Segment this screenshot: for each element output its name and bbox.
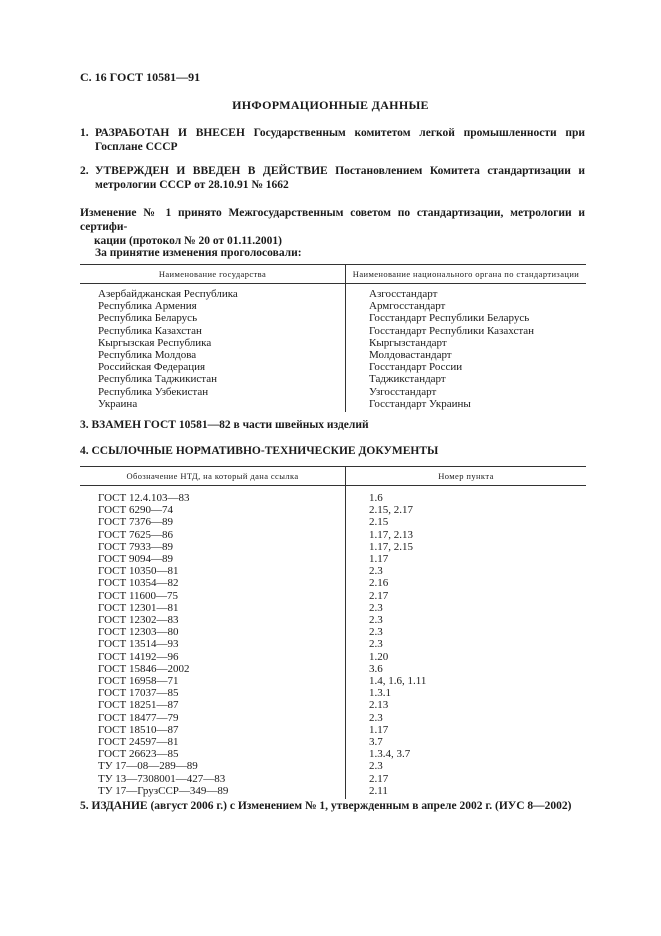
state-name: Азербайджанская Республика	[98, 288, 238, 300]
voting-table-bodies	[346, 284, 587, 413]
item-4-text: ССЫЛОЧНЫЕ НОРМАТИВНО-ТЕХНИЧЕСКИЕ ДОКУМЕНТЫ	[91, 445, 439, 457]
clause-number: 1.3.1	[369, 687, 391, 700]
item-3-number: 3.	[80, 419, 89, 431]
standards-body-name: Азгосстандарт	[369, 288, 438, 300]
standards-body-name: Узгосстандарт	[369, 385, 437, 398]
state-name: Республика Армения	[98, 300, 197, 313]
reference-doc: ТУ 13—7308001—427—83	[98, 772, 226, 785]
reference-doc: ГОСТ 9094—89	[98, 553, 173, 566]
clause-number: 1.17	[369, 553, 389, 566]
standards-body-name: Госстандарт Украины	[369, 397, 471, 410]
clause-number: 2.17	[369, 772, 389, 785]
standards-body-name: Госстандарт Республики Беларусь	[369, 312, 530, 325]
reference-doc: ГОСТ 26623—85	[98, 748, 179, 761]
voting-table-header-state: Наименование государства	[80, 265, 346, 284]
reference-doc: ГОСТ 14192—96	[98, 650, 179, 663]
item-2	[80, 164, 585, 192]
clause-number: 1.4, 1.6, 1.11	[369, 675, 427, 688]
state-name: Украина	[98, 397, 138, 410]
standards-body-name: Армгосстандарт	[369, 300, 446, 313]
reference-doc: ГОСТ 15846—2002	[98, 662, 190, 675]
reference-doc: ТУ 17—ГрузССР—349—89	[98, 784, 229, 797]
clause-number: 3.6	[369, 662, 383, 675]
voting-table-states	[80, 284, 346, 413]
clause-number: 2.15, 2.17	[369, 504, 413, 517]
change-note-line1: Изменение № 1 принято Межгосударственным советом по стандартизации, метрологии и сертифи-	[80, 207, 585, 233]
reference-doc: ГОСТ 18477—79	[98, 711, 179, 724]
section-heading: ИНФОРМАЦИОННЫЕ ДАННЫЕ	[232, 98, 429, 112]
reference-doc: ГОСТ 7933—89	[98, 540, 173, 553]
reference-doc: ГОСТ 10350—81	[98, 565, 179, 578]
references-table-header-clause: Номер пункта	[346, 467, 587, 486]
item-3-text: ВЗАМЕН ГОСТ 10581—82 в части швейных изделий	[91, 419, 369, 431]
references-table-header-doc: Обозначение НТД, на который дана ссылка	[80, 467, 346, 486]
reference-doc: ГОСТ 6290—74	[98, 504, 173, 517]
item-4	[80, 445, 438, 457]
item-2-text: Постановлением Комитета стандартизации и метрологии СССР от 28.10.91 № 1662	[95, 165, 585, 191]
clause-number: 2.3	[369, 626, 383, 639]
clause-number: 2.13	[369, 699, 389, 712]
voting-table	[80, 264, 586, 412]
clause-number: 2.3	[369, 760, 383, 773]
state-name: Республика Беларусь	[98, 312, 198, 325]
reference-doc: ГОСТ 18251—87	[98, 699, 179, 712]
page-header: С. 16 ГОСТ 10581—91	[80, 70, 201, 84]
standards-body-name: Госстандарт Республики Казахстан	[369, 324, 535, 337]
state-name: Российская Федерация	[98, 361, 206, 374]
change-note-line2: кации (протокол № 20 от 01.11.2001)	[94, 235, 282, 247]
state-name: Кыргызская Республика	[98, 336, 212, 349]
clause-number: 1.20	[369, 650, 389, 663]
clause-number: 2.3	[369, 565, 383, 578]
reference-doc: ГОСТ 7376—89	[98, 516, 173, 529]
reference-doc: ГОСТ 17037—85	[98, 687, 179, 700]
reference-doc: ГОСТ 7625—86	[98, 528, 173, 541]
item-2-bold: УТВЕРЖДЕН И ВВЕДЕН В ДЕЙСТВИЕ	[95, 165, 328, 177]
clause-number: 2.11	[369, 784, 388, 797]
clause-number: 1.17	[369, 723, 389, 736]
item-5-number: 5.	[80, 800, 89, 812]
reference-doc: ГОСТ 12301—81	[98, 601, 179, 614]
reference-doc: ГОСТ 12303—80	[98, 626, 179, 639]
reference-doc: ГОСТ 12302—83	[98, 614, 179, 627]
reference-doc: ГОСТ 11600—75	[98, 589, 179, 602]
item-2-number: 2.	[80, 165, 89, 177]
reference-doc: ГОСТ 18510—87	[98, 723, 179, 736]
reference-doc: ГОСТ 16958—71	[98, 675, 179, 688]
item-1-text: Государственным комитетом легкой промышленности при Госплане СССР	[95, 127, 585, 153]
state-name: Республика Узбекистан	[98, 385, 209, 398]
clause-number: 2.17	[369, 589, 389, 602]
clause-number: 2.3	[369, 711, 383, 724]
standards-body-name: Молдовастандарт	[369, 349, 452, 362]
references-table	[80, 466, 586, 799]
reference-doc: ГОСТ 10354—82	[98, 577, 179, 590]
reference-doc: ТУ 17—08—289—89	[98, 760, 198, 773]
references-table-docs	[80, 486, 346, 800]
reference-doc: ГОСТ 12.4.103—83	[98, 492, 190, 504]
state-name: Республика Таджикистан	[98, 373, 217, 386]
item-4-number: 4.	[80, 445, 89, 457]
standards-body-name: Таджикстандарт	[369, 373, 446, 386]
clause-number: 2.15	[369, 516, 389, 529]
clause-number: 2.3	[369, 601, 383, 614]
state-name: Республика Казахстан	[98, 324, 202, 337]
reference-doc: ГОСТ 24597—81	[98, 736, 179, 749]
clause-number: 2.3	[369, 638, 383, 651]
reference-doc: ГОСТ 13514—93	[98, 638, 179, 651]
clause-number: 2.3	[369, 614, 383, 627]
item-1-number: 1.	[80, 127, 89, 139]
voting-table-header-body: Наименование национального органа по стандартизации	[346, 265, 587, 284]
clause-number: 1.17, 2.13	[369, 528, 413, 541]
standards-body-name: Госстандарт России	[369, 361, 463, 374]
references-table-clauses	[346, 486, 587, 800]
item-1	[80, 126, 585, 154]
voted-label: За принятие изменения проголосовали:	[95, 247, 302, 259]
clause-number: 3.7	[369, 736, 383, 749]
item-3	[80, 419, 369, 431]
clause-number: 1.6	[369, 492, 383, 504]
change-note	[80, 206, 585, 248]
standards-body-name: Кыргызстандарт	[369, 336, 447, 349]
item-5	[80, 800, 572, 812]
clause-number: 2.16	[369, 577, 389, 590]
item-5-text: ИЗДАНИЕ (август 2006 г.) с Изменением № 1, утвержденным в апреле 2002 г. (ИУС 8—2002)	[91, 800, 572, 812]
clause-number: 1.3.4, 3.7	[369, 748, 411, 761]
item-1-bold: РАЗРАБОТАН И ВНЕСЕН	[95, 127, 245, 139]
state-name: Республика Молдова	[98, 349, 197, 362]
clause-number: 1.17, 2.15	[369, 540, 413, 553]
